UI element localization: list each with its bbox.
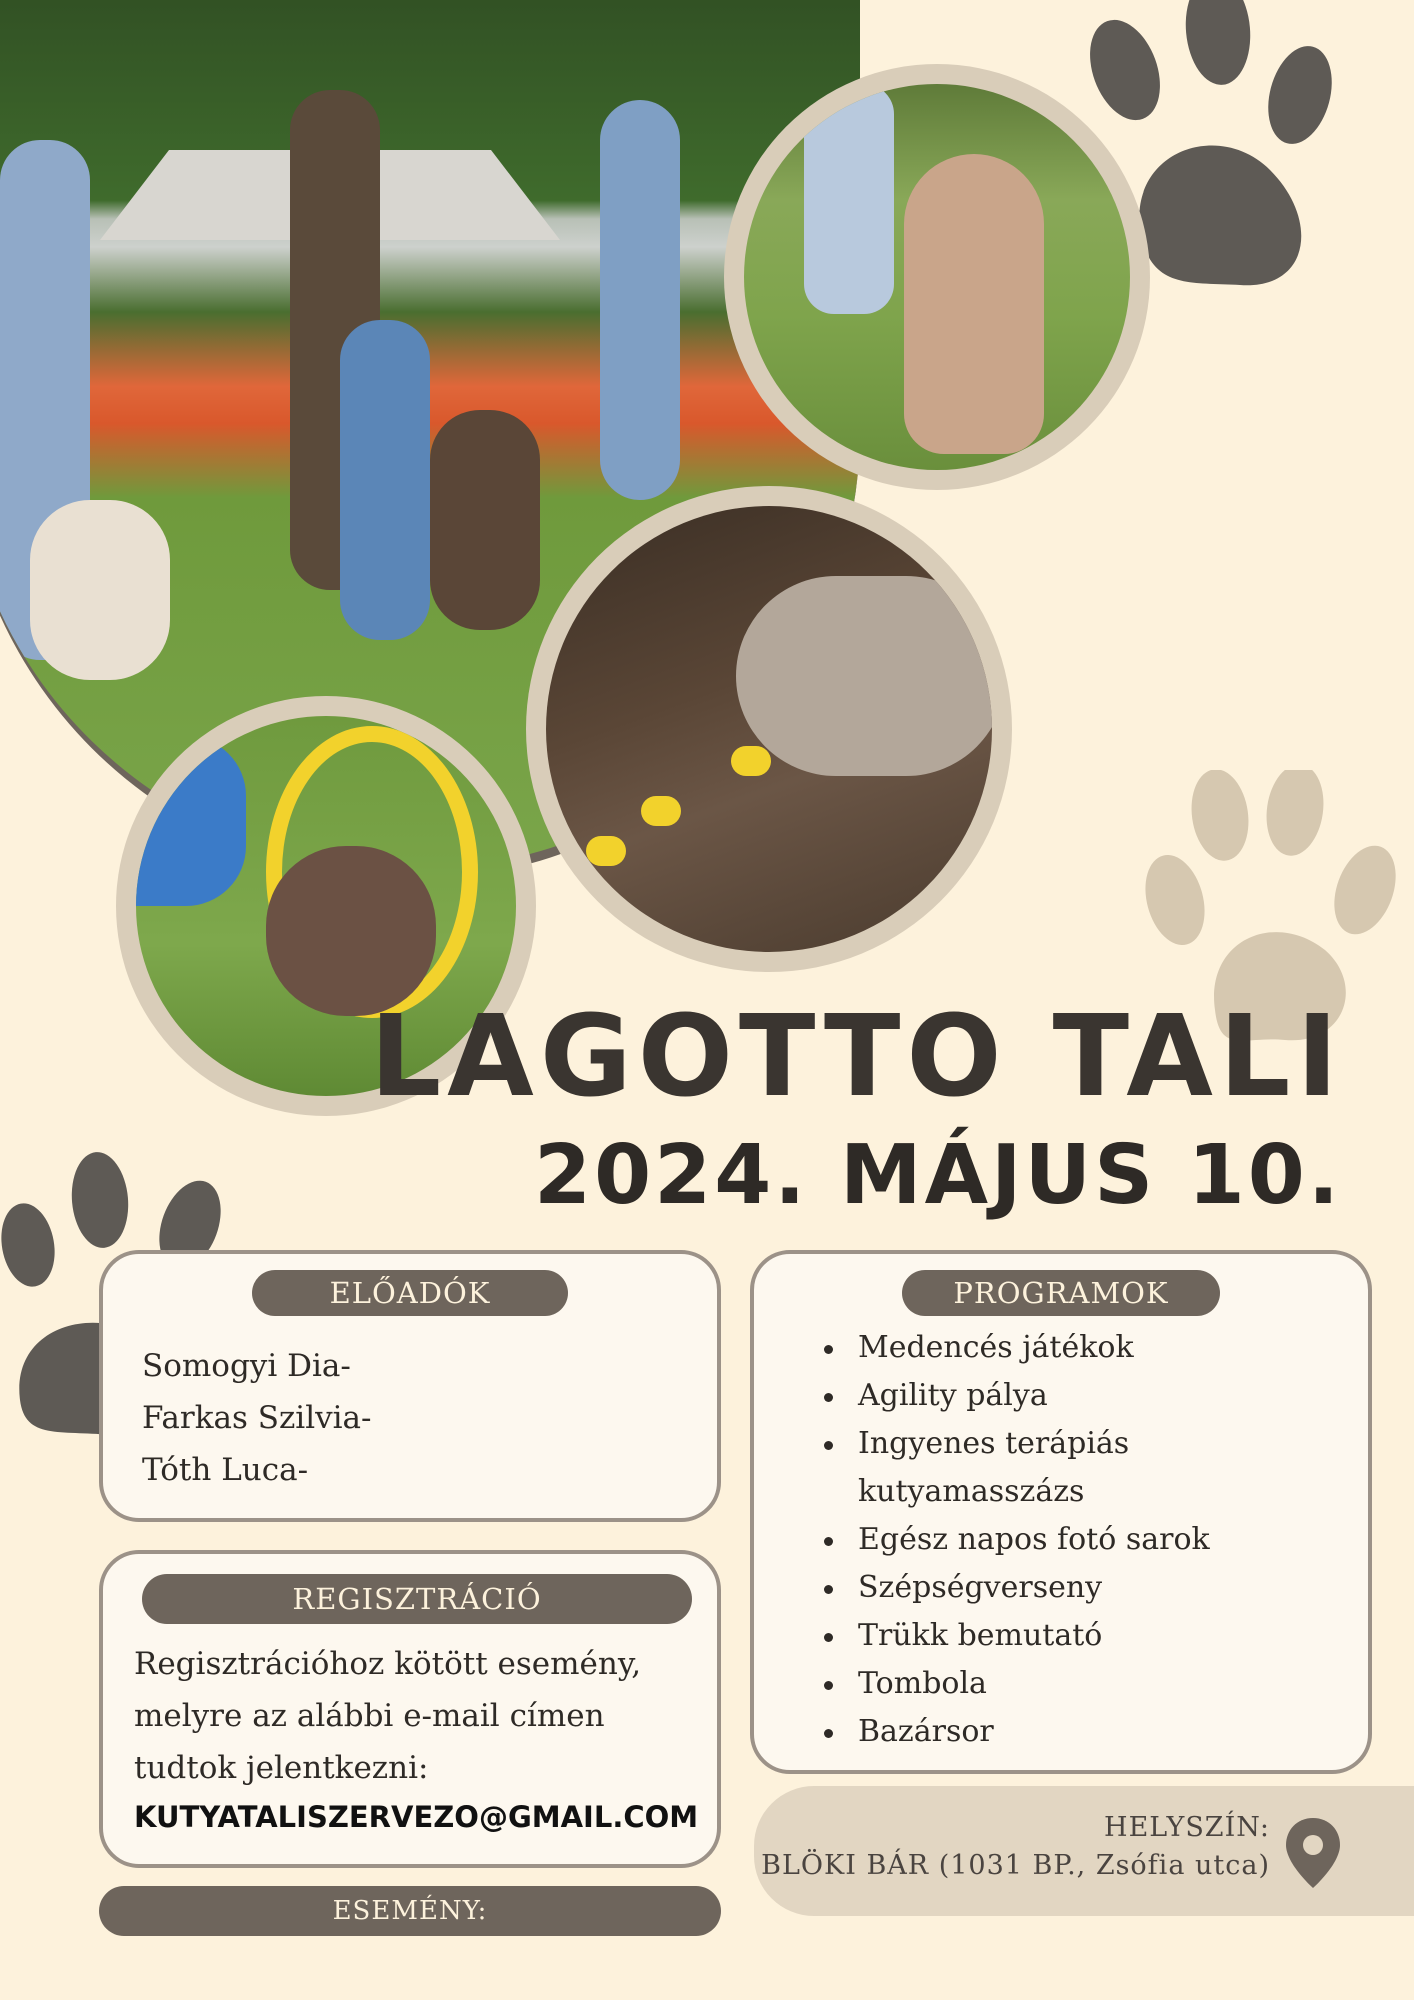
dog-in-pool-photo	[546, 506, 992, 952]
dog-on-grass-photo	[744, 84, 1130, 470]
programs-header: PROGRAMOK	[902, 1270, 1220, 1316]
location-label: HELYSZÍN:	[1104, 1812, 1270, 1843]
speaker-list	[142, 1340, 372, 1496]
program-list	[818, 1324, 1338, 1756]
list-item: Trükk bemutató	[818, 1612, 1338, 1660]
list-item: Bazársor	[818, 1708, 1338, 1756]
list-item: Agility pálya	[818, 1372, 1338, 1420]
speakers-header: ELŐADÓK	[252, 1270, 568, 1316]
list-item: Ingyenes terápiás kutyamasszázs	[818, 1420, 1188, 1516]
registration-text: Regisztrációhoz kötött esemény, melyre az alábbi e-mail címen tudtok jelentkezni:	[134, 1646, 642, 1786]
registration-email-link[interactable]: KUTYATALISZERVEZO@GMAIL.COM	[134, 1800, 699, 1834]
speaker-name: Farkas Szilvia-	[142, 1400, 372, 1436]
list-item: Medencés játékok	[818, 1324, 1338, 1372]
event-link[interactable]: ESEMÉNY: HTTPS://FB.ME/E/2HHNNX3GM	[99, 1886, 721, 1936]
location-address: BLÖKI BÁR (1031 BP., Zsófia utca)	[761, 1850, 1270, 1881]
speaker-name: Tóth Luca-	[142, 1452, 309, 1488]
event-title: LAGOTTO TALI	[369, 992, 1344, 1122]
location-pin-icon	[1284, 1816, 1342, 1890]
list-item: Tombola	[818, 1660, 1338, 1708]
list-item: Egész napos fotó sarok	[818, 1516, 1338, 1564]
speaker-name: Somogyi Dia-	[142, 1348, 351, 1384]
list-item: Szépségverseny	[818, 1564, 1338, 1612]
event-date: 2024. MÁJUS 10.	[534, 1128, 1342, 1223]
registration-header: REGISZTRÁCIÓ	[142, 1574, 692, 1624]
